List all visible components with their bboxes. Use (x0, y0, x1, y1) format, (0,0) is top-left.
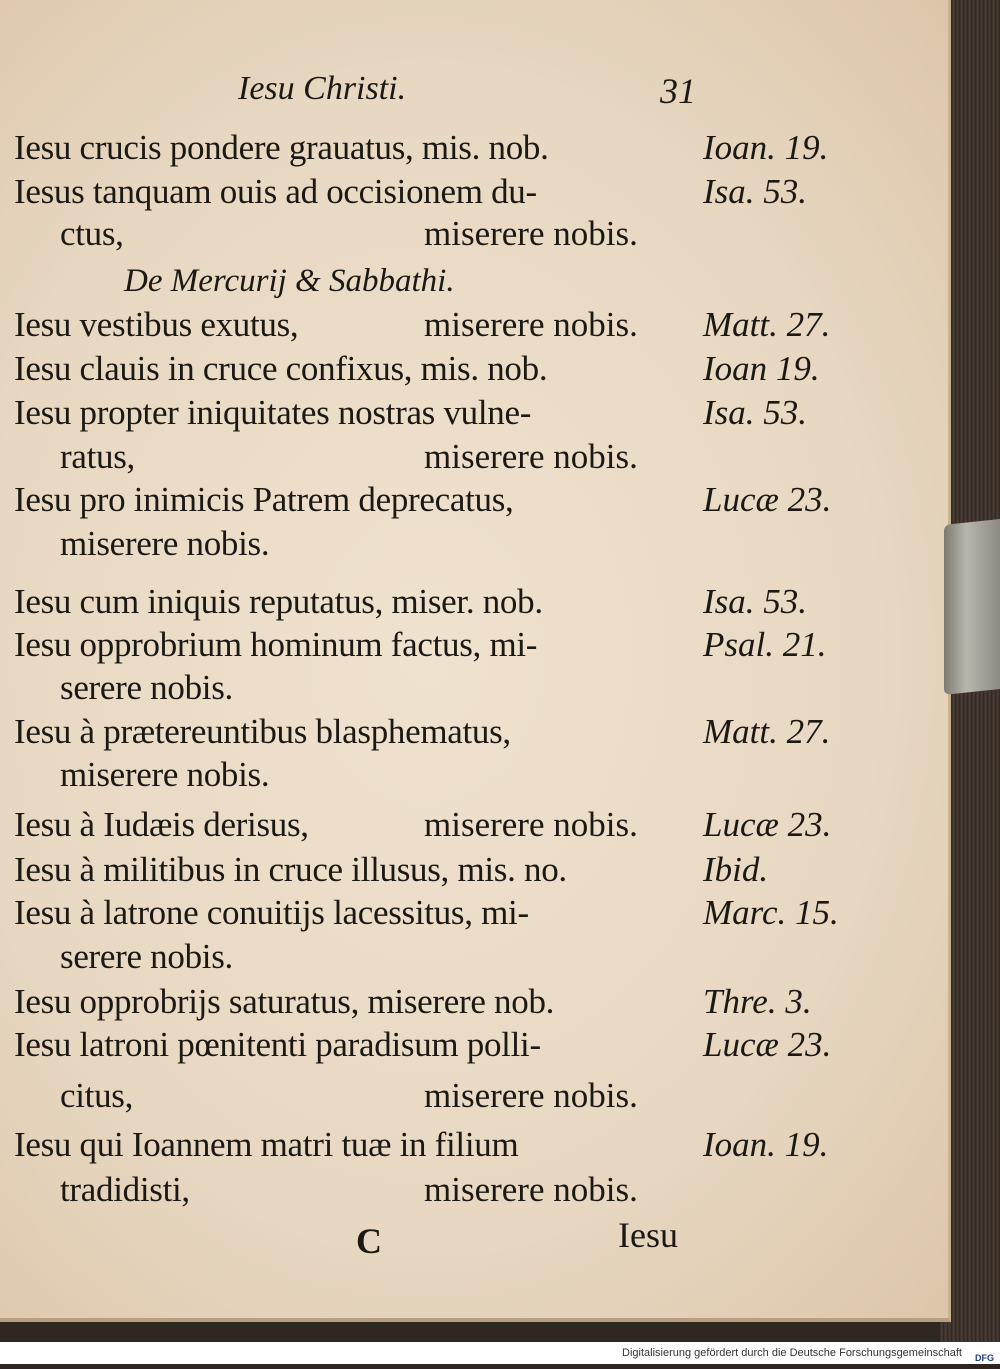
invocation-text: Iesu propter iniquitates nostras vulne- (14, 393, 532, 432)
signature-mark: C (356, 1221, 382, 1261)
invocation-text: serere nobis. (60, 668, 233, 707)
invocation-text: Iesu clauis in cruce confixus, mis. nob. (14, 349, 548, 388)
invocation-text: Iesu opprobrijs saturatus, miserere nob. (14, 982, 555, 1021)
invocation-text: Iesu à Iudæis derisus, (14, 805, 309, 844)
subheading: De Mercurij & Sabbathi. (124, 263, 455, 299)
response-text: miserere nobis. (424, 1076, 638, 1115)
scripture-reference: Lucæ 23. (703, 480, 832, 519)
invocation-text: tradidisti, (60, 1170, 190, 1209)
page-number: 31 (660, 71, 696, 111)
invocation-text: Iesu pro inimicis Patrem deprecatus, (14, 480, 514, 519)
scripture-reference: Ibid. (703, 850, 769, 889)
response-text: miserere nobis. (424, 805, 638, 844)
invocation-text: Iesu cum iniquis reputatus, miser. nob. (14, 582, 543, 621)
scripture-reference: Ioan 19. (703, 349, 820, 388)
digitization-footer (0, 1342, 1000, 1364)
scripture-reference: Marc. 15. (703, 893, 839, 932)
scripture-reference: Ioan. 19. (703, 128, 829, 167)
scripture-reference: Matt. 27. (703, 305, 831, 344)
invocation-text: Iesu qui Ioannem matri tuæ in filium (14, 1125, 519, 1164)
scripture-reference: Thre. 3. (703, 982, 812, 1021)
invocation-text: Iesu opprobrium hominum factus, mi- (14, 625, 538, 664)
scripture-reference: Matt. 27. (703, 712, 831, 751)
scripture-reference: Psal. 21. (703, 625, 827, 664)
footer-credit: Digitalisierung gefördert durch die Deutsche Forschungsgemeinschaft (622, 1347, 962, 1359)
invocation-text: Iesu vestibus exutus, (14, 305, 299, 344)
catchword: Iesu (618, 1215, 678, 1255)
running-head: Iesu Christi. (238, 70, 407, 107)
invocation-text: serere nobis. (60, 937, 233, 976)
invocation-text: Iesu à prætereuntibus blasphematus, (14, 712, 511, 751)
invocation-text: ctus, (60, 214, 124, 253)
invocation-text: citus, (60, 1076, 134, 1115)
scripture-reference: Lucæ 23. (703, 805, 832, 844)
metal-clasp (944, 519, 1000, 695)
invocation-text: Iesus tanquam ouis ad occisionem du- (14, 172, 537, 211)
scripture-reference: Isa. 53. (703, 172, 808, 211)
scripture-reference: Lucæ 23. (703, 1025, 832, 1064)
invocation-text: Iesu à militibus in cruce illusus, mis. no. (14, 850, 567, 889)
invocation-text: ratus, (60, 437, 135, 476)
response-text: miserere nobis. (424, 437, 638, 476)
scripture-reference: Ioan. 19. (703, 1125, 829, 1164)
response-text: miserere nobis. (424, 1170, 638, 1209)
response-text: miserere nobis. (424, 214, 638, 253)
response-text: miserere nobis. (424, 305, 638, 344)
invocation-text: miserere nobis. (60, 524, 270, 563)
scripture-reference: Isa. 53. (703, 582, 808, 621)
dfg-logo: DFG (975, 1353, 994, 1363)
scripture-reference: Isa. 53. (703, 393, 808, 432)
invocation-text: Iesu crucis pondere grauatus, mis. nob. (14, 128, 549, 167)
invocation-text: Iesu à latrone conuitijs lacessitus, mi- (14, 893, 529, 932)
invocation-text: miserere nobis. (60, 755, 270, 794)
invocation-text: Iesu latroni pœnitenti paradisum polli- (14, 1025, 541, 1064)
